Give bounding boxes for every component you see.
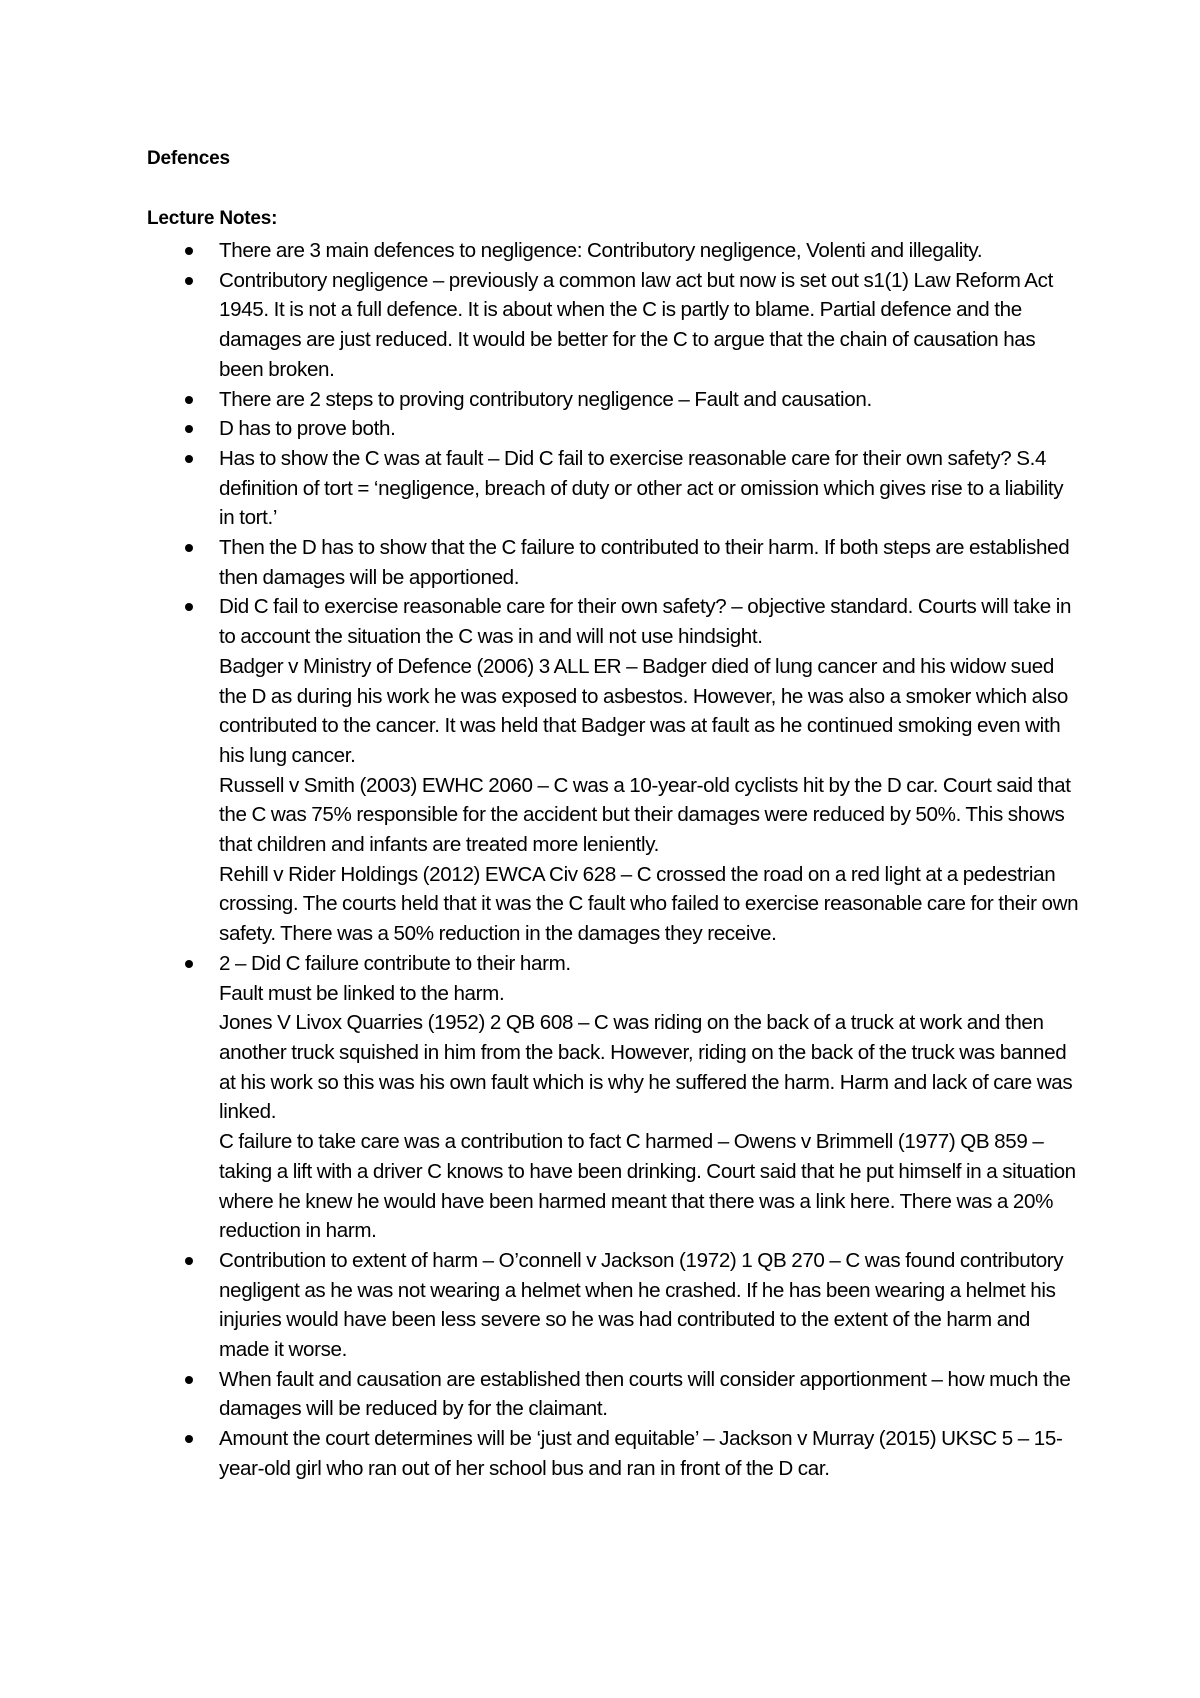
note-text: Then the D has to show that the C failure to contributed to their harm. If both steps are established then damages will be apportioned. — [219, 536, 1070, 589]
bullet-icon — [185, 603, 193, 611]
bullet-icon — [185, 1376, 193, 1384]
note-text: There are 2 steps to proving contributory negligence – Fault and causation. — [219, 387, 872, 411]
bullet-icon — [185, 425, 193, 433]
case-note-rehill: Rehill v Rider Holdings (2012) EWCA Civ 628 – C crossed the road on a red light at a pedestrian crossing. The courts held that it was the C fault who failed to exercise reasonable care for their own safety. There was a 50% reduction in the damages they receive. — [219, 862, 1079, 946]
bullet-icon — [185, 1257, 193, 1265]
list-item — [0, 1246, 1079, 1365]
list-item — [0, 1424, 1079, 1483]
list-item — [0, 385, 1079, 415]
bullet-icon — [185, 1435, 193, 1443]
note-text: 2 – Did C failure contribute to their harm. — [219, 951, 571, 975]
bullet-icon — [185, 277, 193, 285]
bullet-icon — [185, 396, 193, 404]
list-item — [0, 592, 1079, 948]
list-item — [0, 266, 1079, 385]
case-note-russell: Russell v Smith (2003) EWHC 2060 – C was a 10-year-old cyclists hit by the D car. Court said that the C was 75% responsible for the accident but their damages were reduced by 50%. This shows that children and infants are treated more leniently. — [219, 773, 1071, 857]
list-item — [0, 1365, 1079, 1424]
note-text: Did C fail to exercise reasonable care for their own safety? – objective standard. Courts will take in to account the situation the C was in and will not use hindsight. — [219, 595, 1072, 649]
note-text: Contribution to extent of harm – O’connell v Jackson (1972) 1 QB 270 – C was found contributory negligent as he was not wearing a helmet when he crashed. If he has been wearing a helmet his injuries would have been less severe so he was had contributed to the extent of the harm and made it worse. — [219, 1248, 1064, 1362]
bullet-icon — [185, 544, 193, 552]
case-note-owens: C failure to take care was a contribution to fact C harmed – Owens v Brimmell (1977) QB 859 – taking a lift with a driver C knows to have been drinking. Court said that he put himself in a situation where he knew he would have been harmed meant that there was a link here. There was a 20% reduction in harm. — [219, 1130, 1076, 1243]
list-item — [0, 533, 1079, 592]
note-text: Amount the court determines will be ‘just and equitable’ – Jackson v Murray (2015) UKSC 5 – 15-year-old girl who ran out of her school bus and ran in front of the D car. — [219, 1427, 1063, 1480]
list-item — [0, 236, 1079, 266]
document-title: Defences — [147, 148, 230, 169]
case-note-jones: Jones V Livox Quarries (1952) 2 QB 608 – C was riding on the back of a truck at work and then another truck squished in him from the back. However, riding on the back of the truck was banned at his work so this was his own fault which is why he suffered the harm. Harm and lack of care was linked. — [219, 1011, 1073, 1124]
bullet-icon — [185, 247, 193, 255]
case-note-badger: Badger v Ministry of Defence (2006) 3 ALL ER – Badger died of lung cancer and his widow sued the D as during his work he was exposed to asbestos. However, he was also a smoker which also contributed to the cancer. It was held that Badger was at fault as he continued smoking even with his lung cancer. — [219, 654, 1068, 767]
note-text: Has to show the C was at fault – Did C fail to exercise reasonable care for their own safety? S.4 definition of tort = ‘negligence, breach of duty or other act or omission which gives rise to a liability in tort.’ — [219, 446, 1064, 530]
list-item — [0, 414, 1079, 444]
note-text: Fault must be linked to the harm. — [219, 981, 505, 1005]
bullet-icon — [185, 455, 193, 463]
list-item — [0, 444, 1079, 533]
note-text: When fault and causation are established then courts will consider apportionment – how much the damages will be reduced by for the claimant. — [219, 1367, 1071, 1421]
section-heading: Lecture Notes: — [147, 208, 278, 229]
list-item — [0, 949, 1079, 1246]
note-text: D has to prove both. — [219, 417, 396, 441]
bullet-icon — [185, 960, 193, 968]
note-text: There are 3 main defences to negligence: Contributory negligence, Volenti and illegality. — [219, 239, 983, 262]
note-text: Contributory negligence – previously a common law act but now is set out s1(1) Law Reform Act 1945. It is not a full defence. It is about when the C is partly to blame. Partial defence and the damages are just reduced. It would be better for the C to argue that the chain of causation has been broken. — [219, 268, 1053, 381]
lecture-notes-list — [0, 236, 1200, 1484]
